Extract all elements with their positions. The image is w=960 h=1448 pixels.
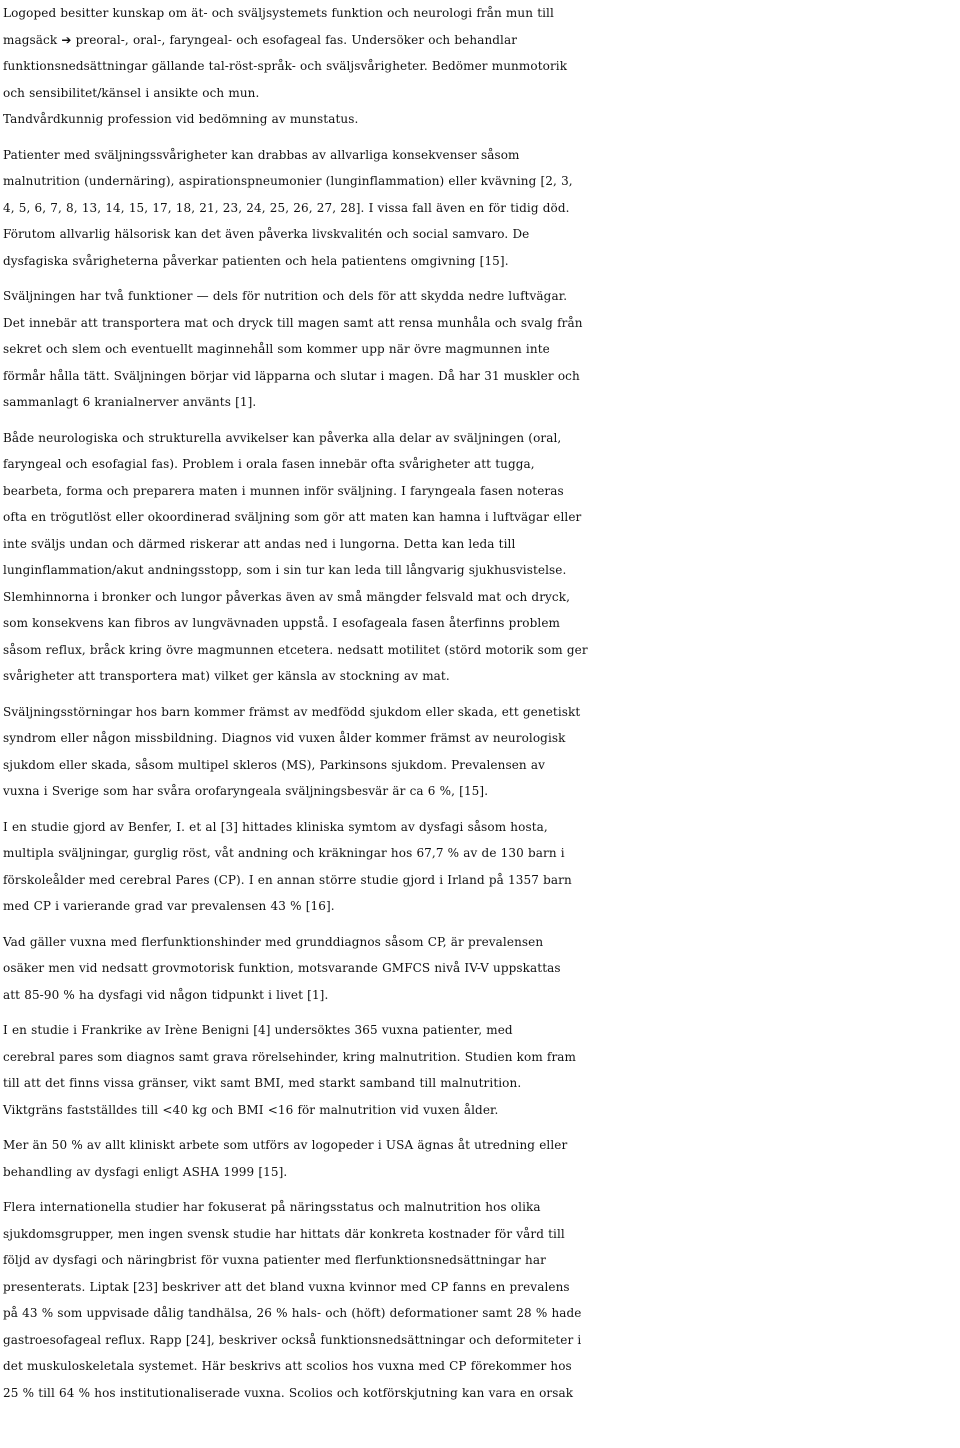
text-line: Sväljningsstörningar hos barn kommer främst av medfödd sjukdom eller skada, ett genetiskt [3,704,581,719]
paragraph-swallowing-functions [3,283,960,416]
text-line: dysfagiska svårigheterna påverkar patienten och hela patientens omgivning [15]. [3,253,509,268]
text-line: inte sväljs undan och därmed riskerar att andas ned i lungorna. Detta kan leda till [3,536,516,551]
text-line: Det innebär att transportera mat och dryck till magen samt att rensa munhåla och svalg från [3,315,583,330]
text-line: Mer än 50 % av allt kliniskt arbete som utförs av logopeder i USA ägnas åt utredning eller [3,1138,568,1152]
text-line: sekret och slem och eventuellt maginnehåll som kommer upp när övre magmunnen inte [3,342,550,356]
paragraph-benfer-study [3,814,960,920]
text-line: följd av dysfagi och näringbrist för vuxna patienter med flerfunktionsnedsättningar har [3,1253,546,1267]
text-line: gastroesofageal reflux. Rapp [24], beskriver också funktionsnedsättningar och deformiteter i [3,1332,582,1347]
text-line: och sensibilitet/känsel i ansikte och mun. [3,85,260,100]
text-line: med CP i varierande grad var prevalensen 43 % [16]. [3,899,335,913]
text-line: Vad gäller vuxna med flerfunktionshinder med grunddiagnos såsom CP, är prevalensen [3,934,544,949]
text-line: presenterats. Liptak [23] beskriver att det bland vuxna kvinnor med CP fanns en prevalens [3,1279,570,1294]
text-line: till att det finns vissa gränser, vikt samt BMI, med starkt samband till malnutrition. [3,1076,522,1090]
text-line: bearbeta, forma och preparera maten i munnen inför sväljning. I faryngeala fasen noteras [3,483,564,498]
text-line: svårigheter att transportera mat) vilket ger känsla av stockning av mat. [3,669,450,683]
text-line: Viktgräns fastställdes till <40 kg och BMI <16 för malnutrition vid vuxen ålder. [3,1102,499,1117]
text-line: det muskuloskeletala systemet. Här beskrivs att scolios hos vuxna med CP förekommer hos [3,1359,572,1373]
text-line: osäker men vid nedsatt grovmotorisk funktion, motsvarande GMFCS nivå IV-V uppskattas [3,961,561,975]
text-line: sjukdom eller skada, såsom multipel skleros (MS), Parkinsons sjukdom. Prevalensen av [3,757,545,772]
text-line: cerebral pares som diagnos samt grava rörelsehinder, kring malnutrition. Studien kom fram [3,1049,577,1064]
text-line: förskoleålder med cerebral Pares (CP). I en annan större studie gjord i Irland på 1357 barn [3,872,572,887]
text-line: 25 % till 64 % hos institutionaliserade vuxna. Scolios och kotförskjutning kan vara en orsak [3,1385,574,1400]
text-line: lunginflammation/akut andningsstopp, som i sin tur kan leda till långvarig sjukhusvistelse. [3,563,567,577]
text-line: Både neurologiska och strukturella avvikelser kan påverka alla delar av sväljningen (oral, [3,430,562,445]
paragraph-consequences [3,142,960,275]
text-line: sjukdomsgrupper, men ingen svensk studie har hittats där konkreta kostnader för vård till [3,1226,565,1241]
paragraph-international-studies [3,1194,960,1406]
text-line: såsom reflux, bråck kring övre magmunnen etcetera. nedsatt motilitet (störd motorik som ger [3,642,588,657]
paragraph-france-study [3,1017,960,1123]
text-line: 4, 5, 6, 7, 8, 13, 14, 15, 17, 18, 21, 23, 24, 25, 26, 27, 28]. I vissa fall även en för tidig död. [3,200,570,215]
paragraph-children-adults [3,699,960,805]
text-line: funktionsnedsättningar gällande tal-röst-språk- och sväljsvårigheter. Bedömer munmotorik [3,59,568,73]
paragraph-usa-asha [3,1132,960,1185]
text-line: sammanlagt 6 kranialnerver använts [1]. [3,395,257,409]
text-line: I en studie i Frankrike av Irène Benigni [4] undersöktes 365 vuxna patienter, med [3,1023,513,1037]
text-line: Förutom allvarlig hälsorisk kan det även påverka livskvalitén och social samvaro. De [3,227,530,241]
text-line: vuxna i Sverige som har svåra orofaryngeala sväljningsbesvär är ca 6 %, [15]. [3,784,489,798]
text-line: I en studie gjord av Benfer, I. et al [3] hittades kliniska symtom av dysfagi såsom hosta, [3,819,548,834]
text-line: Tandvårdkunnig profession vid bedömning av munstatus. [3,112,359,126]
text-line: att 85-90 % ha dysfagi vid någon tidpunkt i livet [1]. [3,987,329,1002]
paragraph-deviations [3,425,960,690]
text-line: som konsekvens kan fibros av lungvävnaden uppstå. I esofageala fasen återfinns problem [3,616,561,630]
text-line: Sväljningen har två funktioner — dels för nutrition och dels för att skydda nedre luftvägar. [3,289,568,303]
paragraph-logoped-role [3,0,960,133]
text-line: syndrom eller någon missbildning. Diagnos vid vuxen ålder kommer främst av neurologisk [3,731,566,745]
paragraph-adults-disabilities [3,929,960,1009]
text-line: förmår hålla tätt. Sväljningen börjar vid läpparna och slutar i magen. Då har 31 muskler och [3,368,580,383]
text-line: magsäck ➔ preoral-, oral-, faryngeal- och esofageal fas. Undersöker och behandlar [3,32,518,47]
text-line: faryngeal och esofagial fas). Problem i orala fasen innebär ofta svårigheter att tugga, [3,457,535,471]
text-line: behandling av dysfagi enligt ASHA 1999 [15]. [3,1164,288,1179]
text-line: malnutrition (undernäring), aspirationspneumonier (lunginflammation) eller kvävning [2, 3, [3,174,573,188]
text-line: multipla sväljningar, gurglig röst, våt andning och kräkningar hos 67,7 % av de 130 barn i [3,846,565,860]
text-line: ofta en trögutlöst eller okoordinerad sväljning som gör att maten kan hamna i luftvägar eller [3,510,582,524]
text-line: på 43 % som uppvisade dålig tandhälsa, 26 % hals- och (höft) deformationer samt 28 % hade [3,1306,582,1320]
text-line: Slemhinnorna i bronker och lungor påverkas även av små mängder felsvald mat och dryck, [3,589,571,604]
text-line: Flera internationella studier har fokuserat på näringsstatus och malnutrition hos olika [3,1200,541,1214]
text-line: Logoped besitter kunskap om ät- och sväljsystemets funktion och neurologi från mun till [3,6,554,20]
text-line: Patienter med sväljningssvårigheter kan drabbas av allvarliga konsekvenser såsom [3,147,520,162]
